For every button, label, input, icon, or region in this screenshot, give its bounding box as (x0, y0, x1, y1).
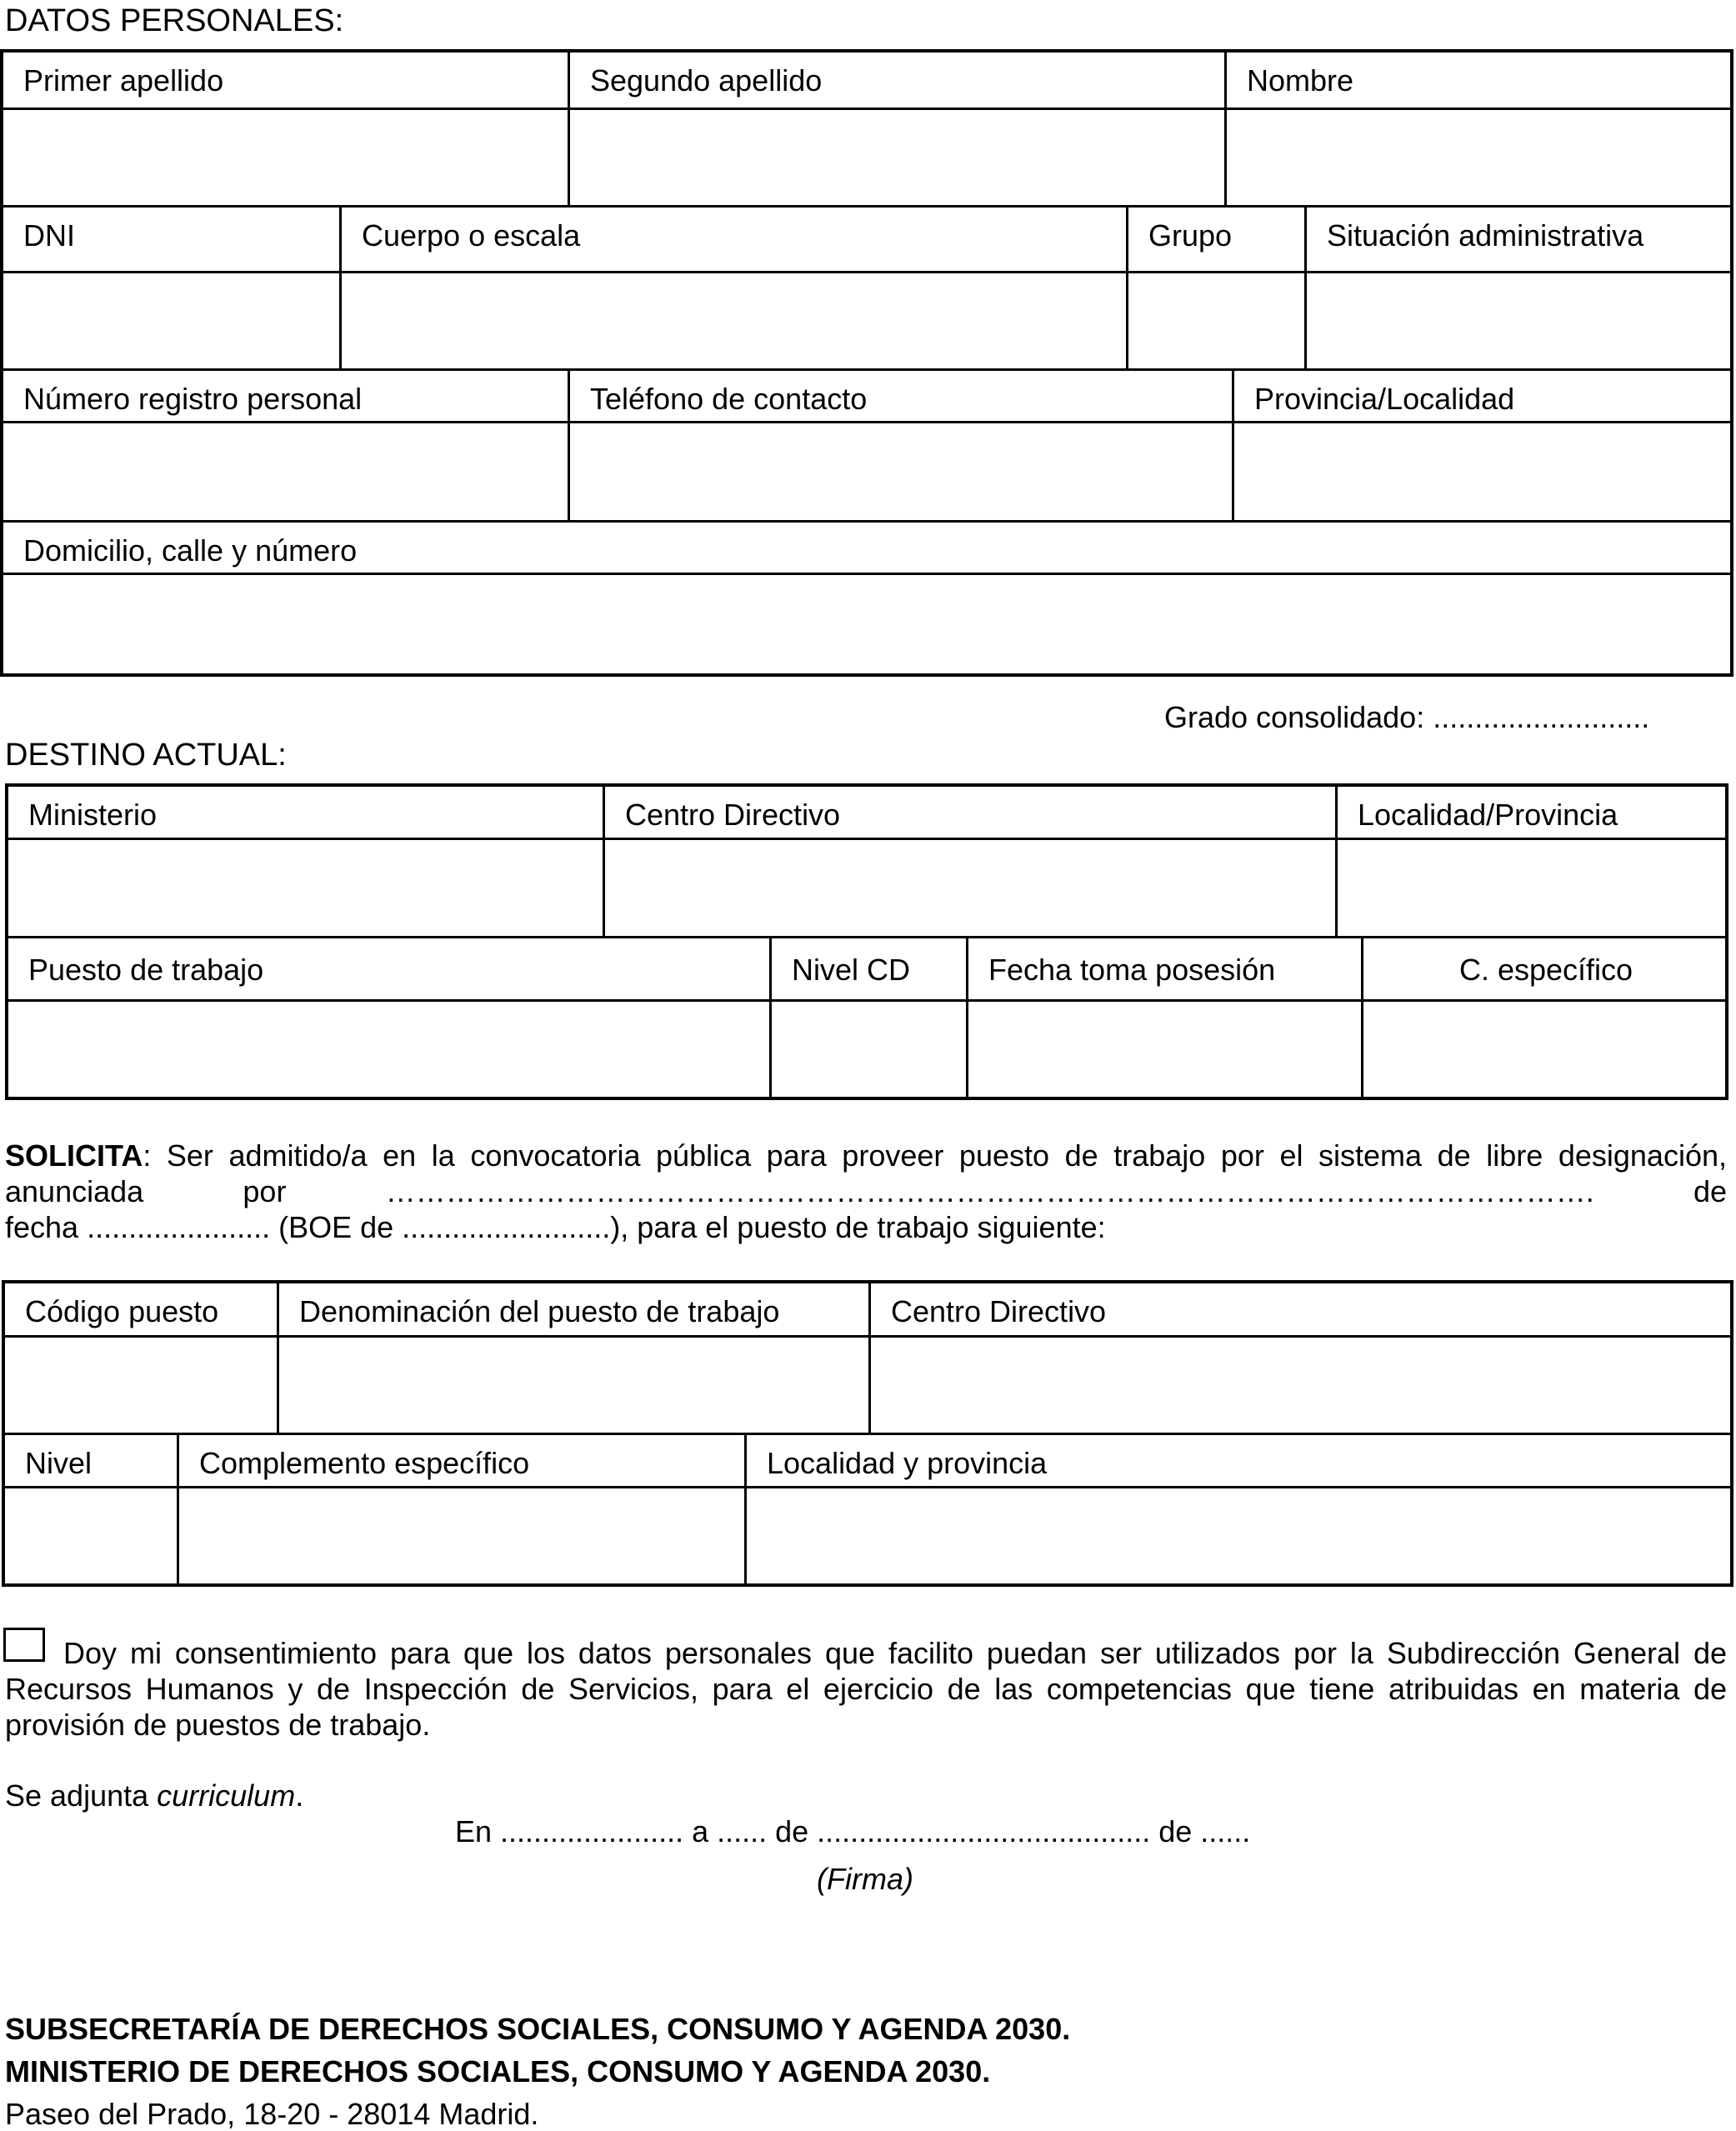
domicilio-header: Domicilio, calle y número (3, 523, 1733, 575)
complemento-field[interactable] (179, 1488, 747, 1587)
localidad-provincia-solicitado-header: Localidad y provincia (747, 1435, 1733, 1488)
telefono-header: Teléfono de contacto (570, 371, 1234, 423)
ministerio-header: Ministerio (8, 787, 605, 840)
segundo-apellido-header: Segundo apellido (570, 53, 1227, 110)
domicilio-field[interactable] (3, 575, 1733, 677)
situacion-administrativa-header: Situación administrativa (1307, 208, 1733, 273)
nivel-field[interactable] (5, 1488, 179, 1587)
grupo-field[interactable] (1128, 273, 1307, 371)
grupo-header: Grupo (1128, 208, 1307, 273)
nombre-header: Nombre (1227, 53, 1733, 110)
situacion-administrativa-field[interactable] (1307, 273, 1733, 371)
numero-registro-header: Número registro personal (3, 371, 570, 423)
cuerpo-escala-field[interactable] (342, 273, 1128, 371)
dni-header: DNI (3, 208, 342, 273)
denominacion-field[interactable] (279, 1338, 871, 1435)
datos-personales-heading: DATOS PERSONALES: (5, 3, 344, 38)
provincia-localidad-field[interactable] (1234, 423, 1733, 523)
datos-personales-table (0, 49, 1733, 677)
consent-text: Doy mi consentimiento para que los datos personales que facilito puedan ser utilizados por la Subdirección General de Recursos Humanos y de Inspección de Servicios, para el ejercicio de las competencias que tiene atribuidas en materia de provisión de puestos de trabajo. (5, 1636, 1727, 1742)
primer-apellido-header: Primer apellido (3, 53, 570, 110)
localidad-provincia-solicitado-field[interactable] (747, 1488, 1733, 1587)
c-especifico-header: C. específico (1363, 938, 1728, 1002)
footer-ministerio: MINISTERIO DE DERECHOS SOCIALES, CONSUMO Y AGENDA 2030. (5, 2054, 991, 2088)
segundo-apellido-field[interactable] (570, 110, 1227, 208)
localidad-provincia-header: Localidad/Provincia (1338, 787, 1728, 840)
puesto-solicitado-table (2, 1280, 1733, 1587)
denominacion-header: Denominación del puesto de trabajo (279, 1283, 871, 1338)
numero-registro-field[interactable] (3, 423, 570, 523)
cuerpo-escala-header: Cuerpo o escala (342, 208, 1128, 273)
nombre-field[interactable] (1227, 110, 1733, 208)
dni-field[interactable] (3, 273, 342, 371)
footer-subsecretaria: SUBSECRETARÍA DE DERECHOS SOCIALES, CONSUMO Y AGENDA 2030. (5, 2012, 1071, 2046)
solicita-line-2: anunciada por …………………………………………………………………………………………………………. de (5, 1174, 1727, 1208)
localidad-provincia-field[interactable] (1338, 840, 1728, 938)
grado-consolidado: Grado consolidado: .......................... (1164, 700, 1650, 734)
destino-actual-table (5, 783, 1728, 1100)
centro-directivo-field[interactable] (605, 840, 1338, 938)
complemento-header: Complemento específico (179, 1435, 747, 1488)
nivel-header: Nivel (5, 1435, 179, 1488)
c-especifico-field[interactable] (1363, 1002, 1728, 1100)
firma-label: (Firma) (817, 1862, 913, 1896)
centro-directivo-header: Centro Directivo (605, 787, 1338, 840)
puesto-trabajo-header: Puesto de trabajo (8, 938, 772, 1002)
puesto-trabajo-field[interactable] (8, 1002, 772, 1100)
destino-actual-heading: DESTINO ACTUAL: (5, 738, 287, 773)
codigo-puesto-field[interactable] (5, 1338, 279, 1435)
adjunta-curriculum: Se adjunta curriculum. (5, 1778, 304, 1813)
ministerio-field[interactable] (8, 840, 605, 938)
footer-direccion: Paseo del Prado, 18-20 - 28014 Madrid. (5, 2097, 539, 2131)
primer-apellido-field[interactable] (3, 110, 570, 208)
codigo-puesto-header: Código puesto (5, 1283, 279, 1338)
provincia-localidad-header: Provincia/Localidad (1234, 371, 1733, 423)
nivel-cd-header: Nivel CD (772, 938, 968, 1002)
centro-directivo-solicitado-header: Centro Directivo (871, 1283, 1733, 1338)
fecha-toma-header: Fecha toma posesión (968, 938, 1363, 1002)
telefono-field[interactable] (570, 423, 1234, 523)
solicita-line-3: fecha ...................... (BOE de .........................), para el puesto de trabajo siguiente: (5, 1210, 1106, 1244)
fecha-lugar-line: En ...................... a ...... de ........................................ de ...... (455, 1814, 1251, 1848)
centro-directivo-solicitado-field[interactable] (871, 1338, 1733, 1435)
nivel-cd-field[interactable] (772, 1002, 968, 1100)
fecha-toma-field[interactable] (968, 1002, 1363, 1100)
solicita-line-1: SOLICITA: Ser admitido/a en la convocatoria pública para proveer puesto de trabajo por el sistema de libre designación, (5, 1138, 1727, 1173)
